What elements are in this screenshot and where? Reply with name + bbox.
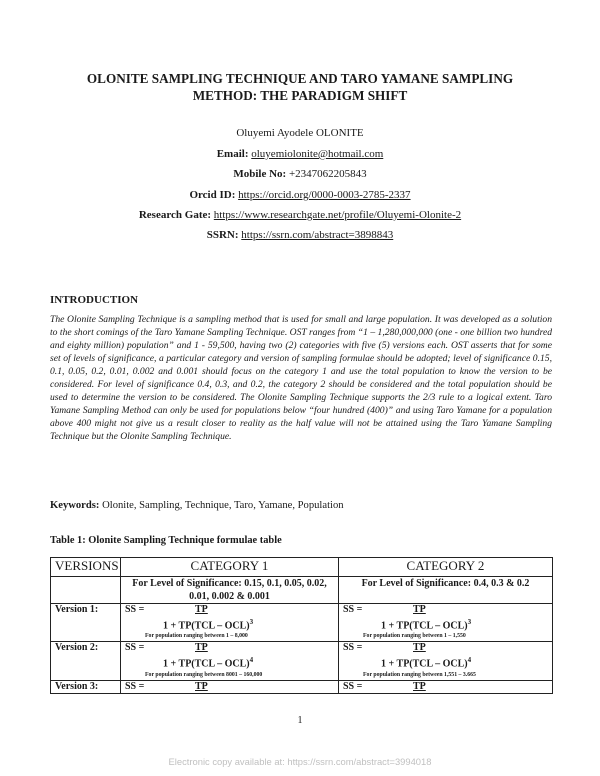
exponent: 4 xyxy=(467,656,472,665)
mobile-label: Mobile No: xyxy=(233,168,287,180)
email-line xyxy=(60,147,540,161)
numerator: TP xyxy=(413,680,426,692)
ss-label: SS = xyxy=(343,604,363,615)
population-range: For population ranging between 8001 – 160,000 xyxy=(145,671,263,678)
mobile-number: +2347062205843 xyxy=(288,168,367,180)
introduction-heading: INTRODUCTION xyxy=(50,294,139,306)
ssrn-label: SSRN: xyxy=(206,229,239,241)
exponent: 4 xyxy=(249,656,254,665)
formula-cell xyxy=(339,642,553,680)
table-row-significance xyxy=(51,577,553,604)
denominator: 1 + TP(TCL – OCL) xyxy=(381,658,468,670)
population-range: For population ranging between 1 – 1,550 xyxy=(363,633,466,640)
paper-title: OLONITE SAMPLING TECHNIQUE AND TARO YAMANE SAMPLING METHOD: THE PARADIGM SHIFT xyxy=(86,71,514,103)
author-name: Oluyemi Ayodele OLONITE xyxy=(236,127,364,139)
researchgate-line xyxy=(60,208,540,222)
formulae-table xyxy=(50,557,553,694)
email-label: Email: xyxy=(216,148,249,160)
category-2-significance: For Level of Significance: 0.4, 0.3 & 0.2 xyxy=(339,577,553,604)
empty-cell xyxy=(51,577,121,604)
formula-cell xyxy=(339,680,553,693)
researchgate-link[interactable]: https://www.researchgate.net/profile/Oluyemi-Olonite-2 xyxy=(213,209,462,221)
exponent: 3 xyxy=(467,618,472,626)
footer-watermark: Electronic copy available at: https://ssrn.com/abstract=3994018 xyxy=(168,756,432,767)
keywords-label: Keywords: xyxy=(50,500,100,511)
orcid-line xyxy=(60,188,540,202)
ssrn-line xyxy=(60,228,540,242)
orcid-link[interactable]: https://orcid.org/0000-0003-2785-2337 xyxy=(238,189,411,201)
exponent: 3 xyxy=(249,618,254,626)
formula-cell xyxy=(121,680,339,693)
formula-cell xyxy=(339,604,553,642)
table-row xyxy=(51,604,553,642)
table-row xyxy=(51,680,553,693)
category-1-significance: For Level of Significance: 0.15, 0.1, 0.05, 0.02, 0.01, 0.002 & 0.001 xyxy=(121,577,339,604)
page-number: 1 xyxy=(297,715,303,726)
ssrn-link[interactable]: https://ssrn.com/abstract=3898843 xyxy=(241,229,394,241)
keywords-text: Olonite, Sampling, Technique, Taro, Yamane, Population xyxy=(102,500,344,511)
denominator: 1 + TP(TCL – OCL) xyxy=(163,658,250,670)
ss-label: SS = xyxy=(343,642,363,654)
ss-label: SS = xyxy=(343,680,363,692)
population-range: For population ranging between 1,551 – 3.665 xyxy=(363,671,476,678)
numerator: TP xyxy=(413,604,426,615)
orcid-label: Orcid ID: xyxy=(189,189,236,201)
ss-label: SS = xyxy=(125,642,145,654)
version-label: Version 3: xyxy=(51,680,121,693)
table-header-row xyxy=(51,558,553,577)
introduction-text: The Olonite Sampling Technique is a sampling method that is used for small and large population. It was developed as a solution to the short comings of the Taro Yamane Sampling Technique. OST ranges from “1 – 1,280,000,000 (one - one billion two hundred and eighty million) population” and 1 - 59,500, having two (2) categories with five (5) versions each. OST asserts that for some set of levels of significance, a particular category and version of sampling formulae should be adopted; level of significance 0.15, 0.1, 0.05, 0.2, 0.01, 0.002 and 0.001 should focus on the category 1 and use the total population to know the version to be considered. For level of significance 0.4, 0.3, and 0.2, the category 2 should be considered and the total population should be used to determine the version to be considered. The Olonite Sampling Technique supports the 2/3 rule to a logical extent. Taro Yamane Sampling Method can only be used for populations below “four hundred (400)” and using Taro Yamane for a population above 400 might not give us a result closer to reality as the half value will not be attained using the Taro Yamane Sampling Technique but the Olonite Sampling Technique. xyxy=(50,314,552,442)
population-range: For population ranging between 1 – 8,000 xyxy=(145,633,248,640)
version-label: Version 2: xyxy=(51,642,121,680)
numerator: TP xyxy=(195,604,208,615)
numerator: TP xyxy=(413,642,426,654)
denominator: 1 + TP(TCL – OCL) xyxy=(163,620,250,632)
ss-label: SS = xyxy=(125,604,145,615)
keywords-line xyxy=(50,500,344,511)
table-caption: Table 1: Olonite Sampling Technique formulae table xyxy=(50,535,282,546)
formula-cell xyxy=(121,604,339,642)
numerator: TP xyxy=(195,680,208,692)
formula-cell xyxy=(121,642,339,680)
email-link[interactable]: oluyemiolonite@hotmail.com xyxy=(251,148,384,160)
header-category-2: CATEGORY 2 xyxy=(339,558,553,577)
version-label: Version 1: xyxy=(51,604,121,642)
ss-label: SS = xyxy=(125,680,145,692)
header-category-1: CATEGORY 1 xyxy=(121,558,339,577)
mobile-line xyxy=(60,167,540,181)
numerator: TP xyxy=(195,642,208,654)
header-versions: VERSIONS xyxy=(51,558,121,577)
denominator: 1 + TP(TCL – OCL) xyxy=(381,620,468,632)
researchgate-label: Research Gate: xyxy=(138,209,212,221)
table-row xyxy=(51,642,553,680)
